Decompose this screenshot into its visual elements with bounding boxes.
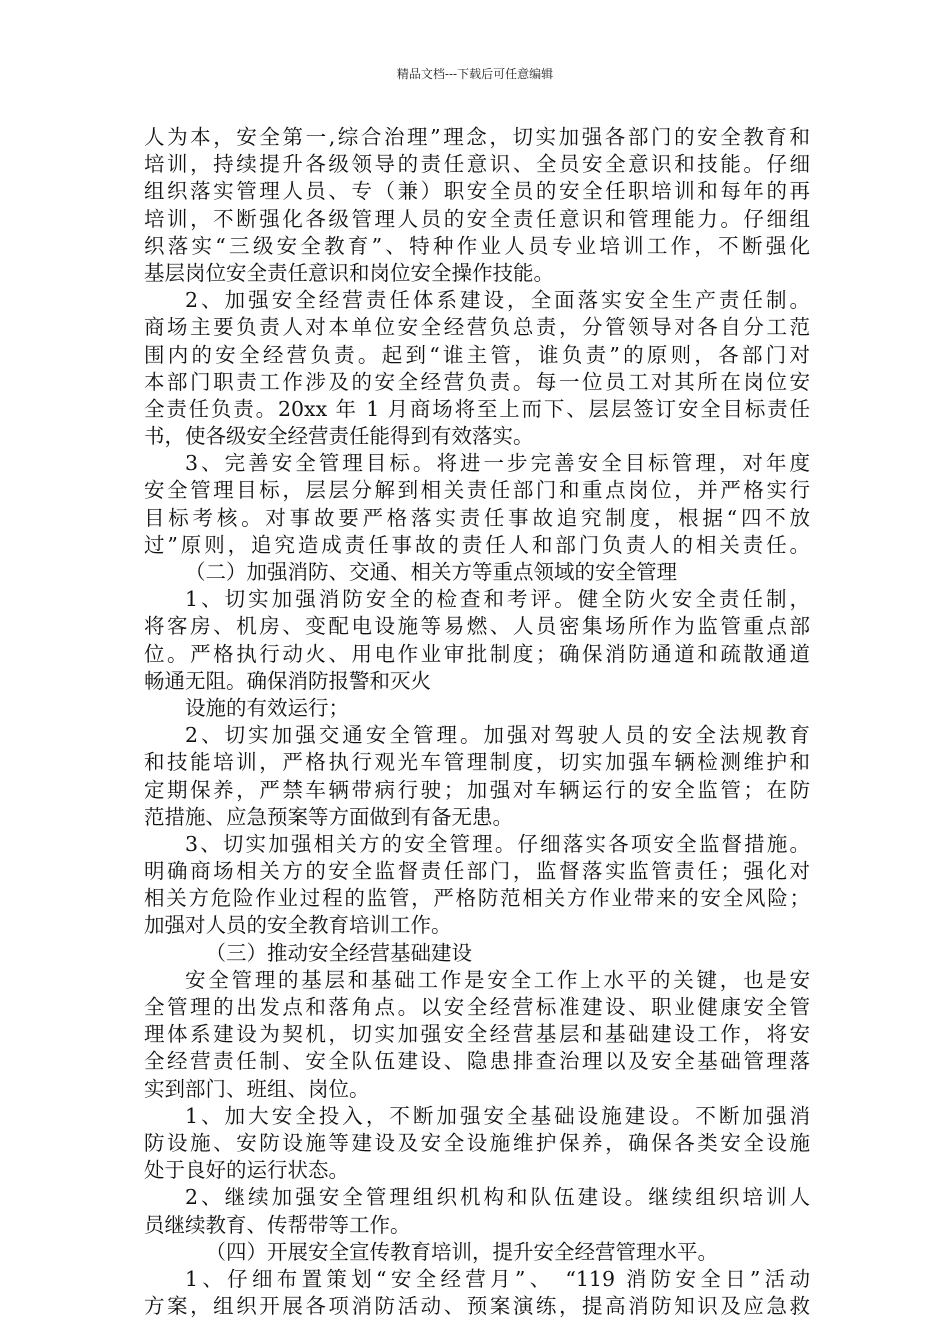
- text-line: 明确商场相关方的安全监督责任部门，监督落实监管责任；强化对: [144, 859, 810, 884]
- text-line: 安全管理目标，层层分解到相关责任部门和重点岗位，并严格实行: [144, 478, 810, 503]
- text-line: 1、切实加强消防安全的检查和考评。健全防火安全责任制，: [185, 587, 810, 612]
- text-line: 全经营责任制、安全队伍建设、隐患排查治理以及安全基础管理落: [144, 1049, 810, 1074]
- text-line: 3、完善安全管理目标。将进一步完善安全目标管理，对年度: [185, 451, 810, 476]
- text-line: 全责任负责。20xx 年 1 月商场将至上而下、层层签订安全目标责任: [144, 396, 810, 421]
- text-line: 人为本，安全第一,综合治理”理念，切实加强各部门的安全教育和: [144, 125, 810, 149]
- text-line: 安全管理的基层和基础工作是安全工作上水平的关键，也是安: [185, 967, 810, 992]
- text-line: 本部门职责工作涉及的安全经营负责。每一位员工对其所在岗位安: [144, 369, 810, 394]
- text-line: 设施的有效运行；: [185, 695, 349, 720]
- text-line: 和技能培训，严格执行观光车管理制度，切实加强车辆检测维护和: [144, 750, 810, 775]
- text-line: 加强对人员的安全教育培训工作。: [144, 913, 452, 938]
- text-line: 员继续教育、传帮带等工作。: [144, 1212, 411, 1237]
- text-line: 培训，不断强化各级管理人员的安全责任意识和管理能力。仔细组: [144, 206, 810, 231]
- text-line: （四）开展安全宣传教育培训，提升安全经营管理水平。: [205, 1239, 718, 1264]
- text-line: 畅通无阻。确保消防报警和灭火: [144, 668, 431, 693]
- text-line: 相关方危险作业过程的监管，严格防范相关方作业带来的安全风险；: [144, 886, 810, 911]
- text-line: 1、加大安全投入，不断加强安全基础设施建设。不断加强消: [185, 1103, 810, 1128]
- page-header: 精品文档---下载后可任意编辑: [396, 67, 554, 81]
- text-line: 2、切实加强交通安全管理。加强对驾驶人员的安全法规教育: [185, 723, 810, 748]
- text-line: 培训，持续提升各级领导的责任意识、全员安全意识和技能。仔细: [144, 152, 810, 177]
- text-line: 织落实“三级安全教育”、特种作业人员专业培训工作，不断强化: [144, 233, 810, 258]
- text-line: 范措施、应急预案等方面做到有备无患。: [144, 804, 513, 829]
- text-line: 书，使各级安全经营责任能得到有效落实。: [144, 424, 534, 449]
- text-line: 3、切实加强相关方的安全管理。仔细落实各项安全监督措施。: [185, 831, 810, 856]
- text-line: 过”原则，追究造成责任事故的责任人和部门负责人的相关责任。: [144, 532, 810, 557]
- text-line: 2、继续加强安全管理组织机构和队伍建设。继续组织培训人: [185, 1185, 810, 1210]
- text-line: 目标考核。对事故要严格落实责任事故追究制度，根据“四不放: [144, 505, 810, 530]
- text-line: 基层岗位安全责任意识和岗位安全操作技能。: [144, 260, 554, 285]
- text-line: 定期保养，严禁车辆带病行驶；加强对车辆运行的安全监管；在防: [144, 777, 810, 802]
- text-line: 全管理的出发点和落角点。以安全经营标准建设、职业健康安全管: [144, 995, 810, 1019]
- text-line: 组织落实管理人员、专（兼）职安全员的安全任职培训和每年的再: [144, 179, 810, 204]
- text-line: 商场主要负责人对本单位安全经营负总责，分管领导对各自分工范: [144, 315, 810, 340]
- text-line: 防设施、安防设施等建设及安全设施维护保养，确保各类安全设施: [144, 1130, 810, 1155]
- text-line: 实到部门、班组、岗位。: [144, 1076, 370, 1101]
- text-line: 围内的安全经营负责。起到“谁主管，谁负责”的原则，各部门对: [144, 342, 810, 367]
- document-body: [144, 124, 810, 1320]
- text-line: 理体系建设为契机，切实加强安全经营基层和基础建设工作，将安: [144, 1022, 810, 1047]
- text-line: 1、仔细布置策划“安全经营月”、 “119 消防安全日”活动: [185, 1266, 810, 1291]
- text-line: 2、加强安全经营责任体系建设，全面落实安全生产责任制。: [185, 288, 810, 313]
- text-line: （三）推动安全经营基础建设: [205, 940, 472, 965]
- text-line: 位。严格执行动火、用电作业审批制度；确保消防通道和疏散通道: [144, 641, 810, 666]
- text-line: 将客房、机房、变配电设施等易燃、人员密集场所作为监管重点部: [144, 614, 810, 639]
- text-line: 方案，组织开展各项消防活动、预案演练，提高消防知识及应急救: [144, 1294, 810, 1319]
- text-line: 处于良好的运行状态。: [144, 1158, 349, 1183]
- text-line: （二）加强消防、交通、相关方等重点领域的安全管理: [185, 560, 677, 584]
